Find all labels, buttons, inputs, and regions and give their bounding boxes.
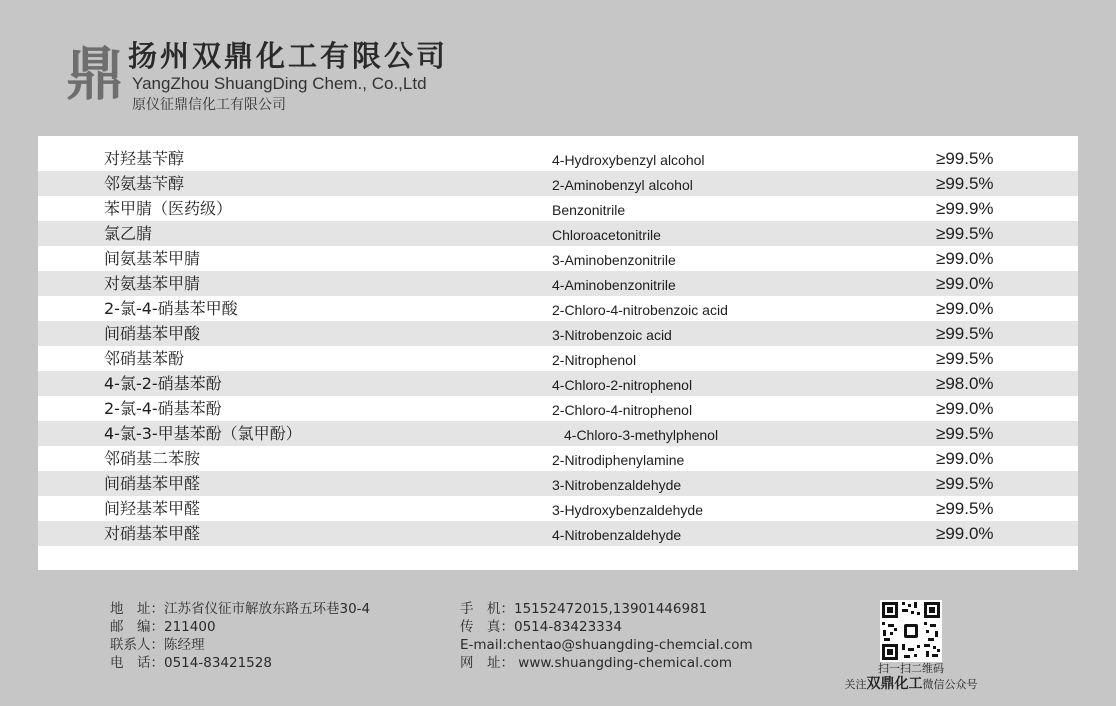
product-name-cn: 4-氯-3-甲基苯酚（氯甲酚） bbox=[104, 424, 302, 443]
product-name-cn: 邻硝基二苯胺 bbox=[104, 449, 201, 468]
product-name-en: Benzonitrile bbox=[552, 202, 626, 218]
contact-mobile: 手 机：15152472015,13901446981 bbox=[460, 601, 708, 617]
product-name-cn: 邻硝基苯酚 bbox=[104, 349, 185, 368]
product-name-en: Chloroacetonitrile bbox=[552, 227, 661, 243]
qr-code-icon[interactable] bbox=[880, 600, 942, 662]
company-name-cn: 扬州双鼎化工有限公司 bbox=[128, 39, 449, 73]
contact-block-left bbox=[110, 600, 370, 672]
product-purity: ≥99.5% bbox=[936, 174, 994, 193]
table-row bbox=[38, 296, 1078, 321]
product-name-cn: 间硝基苯甲酸 bbox=[104, 324, 201, 343]
product-name-en: 4-Chloro-3-methylphenol bbox=[564, 427, 719, 443]
contact-block-right bbox=[460, 600, 753, 672]
qr-caption-scan: 扫一扫二维码 bbox=[878, 662, 944, 675]
product-name-en: 2-Chloro-4-nitrophenol bbox=[552, 402, 693, 418]
company-header bbox=[65, 34, 570, 114]
table-row bbox=[38, 196, 1078, 221]
company-logo bbox=[65, 36, 125, 110]
logo-glyph: 鼎 bbox=[65, 40, 125, 108]
product-name-en: 2-Nitrodiphenylamine bbox=[552, 452, 685, 468]
table-row bbox=[38, 496, 1078, 521]
product-purity: ≥99.0% bbox=[936, 449, 994, 468]
company-former-name: 原仪征鼎信化工有限公司 bbox=[132, 97, 286, 113]
table-row bbox=[38, 521, 1078, 546]
table-row bbox=[38, 146, 1078, 171]
product-purity: ≥99.5% bbox=[936, 224, 994, 243]
product-name-cn: 苯甲腈（医药级） bbox=[104, 199, 233, 218]
product-name-cn: 间硝基苯甲醛 bbox=[104, 474, 201, 493]
table-row bbox=[38, 271, 1078, 296]
contact-person: 联系人：陈经理 bbox=[110, 637, 205, 653]
contact-phone: 电 话：0514-83421528 bbox=[110, 655, 272, 671]
product-name-cn: 2-氯-4-硝基苯酚 bbox=[104, 399, 222, 418]
product-name-en: 3-Aminobenzonitrile bbox=[552, 252, 676, 268]
product-name-en: 4-Aminobenzonitrile bbox=[552, 277, 676, 293]
product-purity: ≥99.5% bbox=[936, 424, 994, 443]
table-row bbox=[38, 371, 1078, 396]
product-name-en: 4-Chloro-2-nitrophenol bbox=[552, 377, 693, 393]
table-row bbox=[38, 321, 1078, 346]
company-name-en: YangZhou ShuangDing Chem., Co.,Ltd bbox=[132, 74, 427, 93]
product-name-cn: 4-氯-2-硝基苯酚 bbox=[104, 374, 222, 393]
contact-address: 地 址：江苏省仪征市解放东路五环巷30-4 bbox=[110, 601, 371, 617]
product-purity: ≥99.5% bbox=[936, 324, 994, 343]
product-purity: ≥99.0% bbox=[936, 399, 994, 418]
product-name-cn: 对羟基苄醇 bbox=[104, 149, 185, 168]
product-table bbox=[38, 136, 1078, 570]
table-row bbox=[38, 171, 1078, 196]
product-purity: ≥99.5% bbox=[936, 349, 994, 368]
product-name-en: 2-Nitrophenol bbox=[552, 352, 637, 368]
table-row bbox=[38, 471, 1078, 496]
product-purity: ≥99.5% bbox=[936, 499, 994, 518]
product-name-cn: 间氨基苯甲腈 bbox=[104, 249, 201, 268]
qr-caption-brand: 双鼎化工 bbox=[866, 676, 923, 692]
product-name-en: 3-Nitrobenzaldehyde bbox=[552, 477, 682, 493]
product-name-cn: 对氨基苯甲腈 bbox=[104, 274, 201, 293]
product-name-en: 3-Nitrobenzoic acid bbox=[552, 327, 672, 343]
product-purity: ≥99.0% bbox=[936, 249, 994, 268]
product-purity: ≥99.0% bbox=[936, 524, 994, 543]
product-purity: ≥99.9% bbox=[936, 199, 994, 218]
qr-caption-pre: 关注 bbox=[844, 678, 867, 691]
table-row bbox=[38, 446, 1078, 471]
table-row bbox=[38, 396, 1078, 421]
qr-caption-follow bbox=[826, 676, 996, 693]
contact-email[interactable]: E-mail:chentao@shuangding-chemcial.com bbox=[460, 637, 753, 653]
contact-website[interactable]: 网 址： www.shuangding-chemical.com bbox=[460, 655, 733, 671]
qr-caption-post: 微信公众号 bbox=[922, 678, 978, 691]
product-purity: ≥99.5% bbox=[936, 474, 994, 493]
product-name-cn: 对硝基苯甲醛 bbox=[104, 524, 201, 543]
product-purity: ≥99.5% bbox=[936, 149, 994, 168]
table-row bbox=[38, 221, 1078, 246]
product-purity: ≥99.0% bbox=[936, 299, 994, 318]
product-name-cn: 氯乙腈 bbox=[104, 224, 153, 243]
product-name-en: 3-Hydroxybenzaldehyde bbox=[552, 502, 703, 518]
table-row bbox=[38, 246, 1078, 271]
table-row bbox=[38, 346, 1078, 371]
product-name-en: 4-Nitrobenzaldehyde bbox=[552, 527, 682, 543]
product-name-en: 2-Aminobenzyl alcohol bbox=[552, 177, 693, 193]
qr-block bbox=[826, 600, 996, 693]
product-purity: ≥98.0% bbox=[936, 374, 994, 393]
product-name-cn: 邻氨基苄醇 bbox=[104, 174, 185, 193]
product-name-cn: 间羟基苯甲醛 bbox=[104, 499, 201, 518]
contact-postcode: 邮 编：211400 bbox=[110, 619, 216, 635]
product-name-en: 4-Hydroxybenzyl alcohol bbox=[552, 152, 705, 168]
product-name-cn: 2-氯-4-硝基苯甲酸 bbox=[104, 299, 238, 318]
table-row bbox=[38, 421, 1078, 446]
contact-fax: 传 真：0514-83423334 bbox=[460, 619, 622, 635]
product-purity: ≥99.0% bbox=[936, 274, 994, 293]
product-name-en: 2-Chloro-4-nitrobenzoic acid bbox=[552, 302, 728, 318]
